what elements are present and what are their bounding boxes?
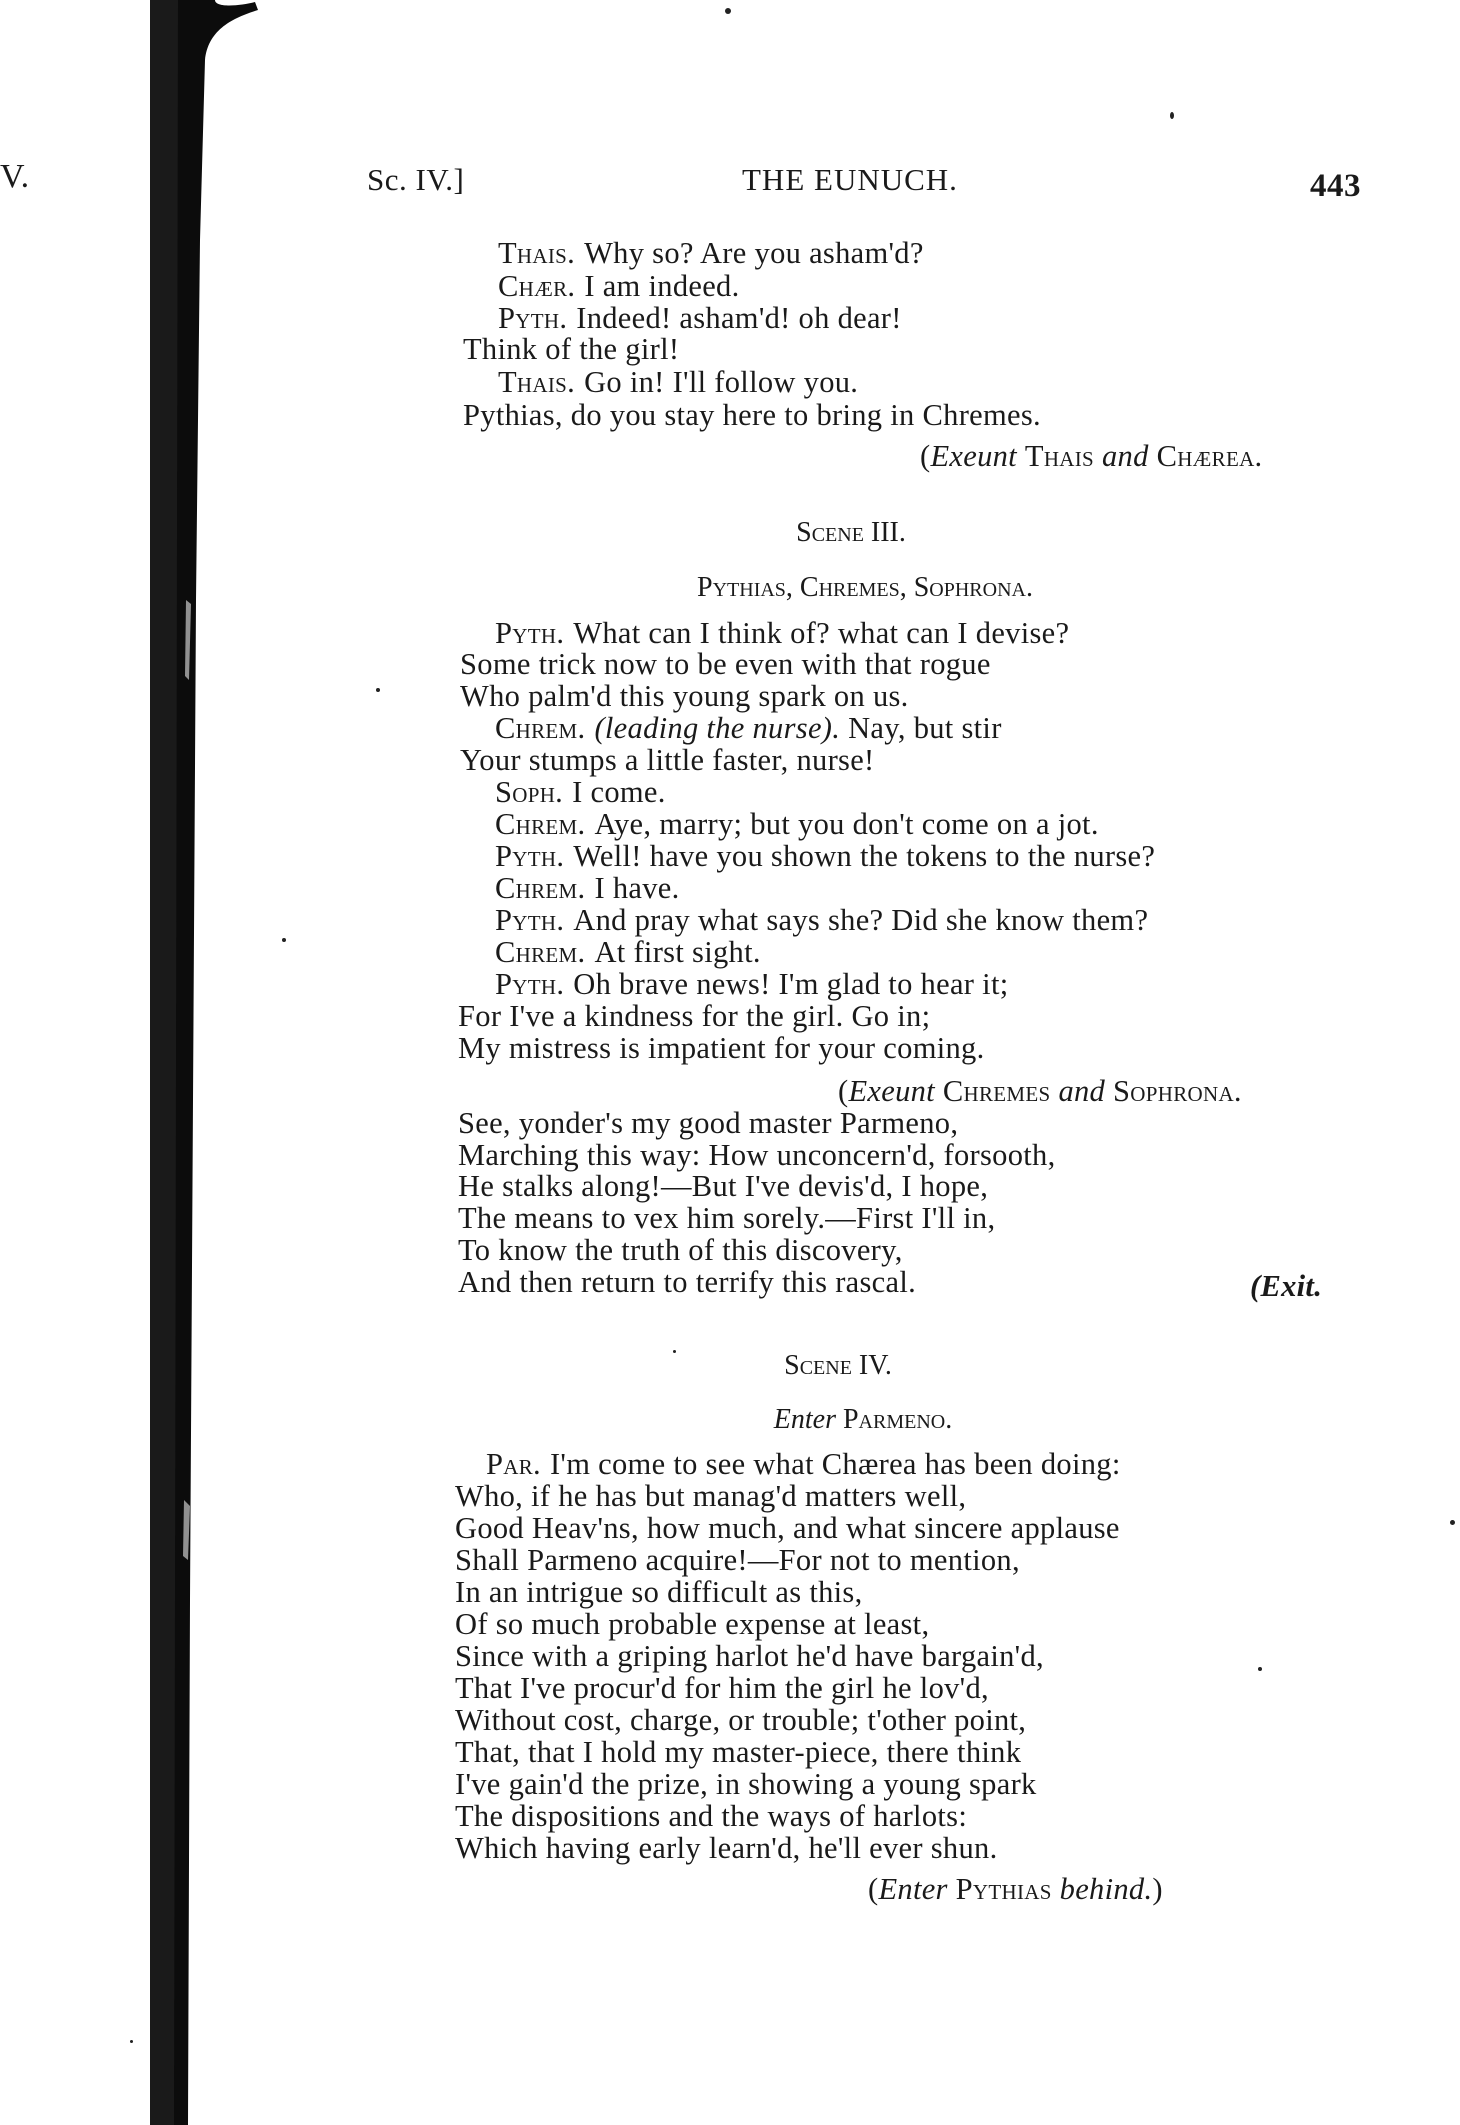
verse-line: The means to vex him sorely.—First I'll in, [458,1201,996,1235]
verse-line: Pyth. Well! have you shown the tokens to the nurse? [495,839,1156,873]
verse-line: Pyth. Oh brave news! I'm glad to hear it; [495,967,1009,1001]
verse-line: Pyth. What can I think of? what can I devise? [495,616,1070,650]
scene-heading: Scene III. [796,517,906,548]
running-header-title: THE EUNUCH. [742,162,958,197]
stage-direction: (Exeunt Thais and Chærea. [920,439,1263,473]
verse-line: Good Heav'ns, how much, and what sincere applause [455,1511,1120,1545]
verse-line: Chrem. Aye, marry; but you don't come on a jot. [495,807,1099,841]
stage-direction: (Enter Pythias behind.) [868,1872,1163,1906]
verse-line: Chær. I am indeed. [498,269,740,303]
scene-heading: Scene IV. [784,1350,892,1381]
verse-line: In an intrigue so difficult as this, [455,1575,863,1609]
verse-line: For I've a kindness for the girl. Go in; [458,999,931,1033]
scene-characters: Pythias, Chremes, Sophrona. [697,572,1033,603]
stage-direction: (Exeunt Chremes and Sophrona. [838,1074,1242,1108]
scan-speck [376,688,380,692]
stage-direction-exit: (Exit. [1250,1269,1323,1303]
margin-fragment: V. [0,158,30,195]
verse-line: The dispositions and the ways of harlots: [455,1799,968,1833]
book-binding-shadow [0,0,300,2125]
verse-line: Thais. Go in! I'll follow you. [498,365,859,399]
verse-line: That I've procur'd for him the girl he lov'd, [455,1671,989,1705]
verse-line: To know the truth of this discovery, [458,1233,903,1267]
verse-line: Who palm'd this young spark on us. [460,679,909,713]
scan-speck [1450,1520,1455,1525]
verse-line: Think of the girl! [463,332,680,366]
verse-line: Which having early learn'd, he'll ever shun. [455,1831,998,1865]
verse-line: Shall Parmeno acquire!—For not to mention, [455,1543,1020,1577]
verse-line: That, that I hold my master-piece, there think [455,1735,1022,1769]
verse-line: Par. I'm come to see what Chærea has been doing: [486,1447,1121,1481]
verse-line: Chrem. At first sight. [495,935,761,969]
scan-speck [725,8,731,14]
verse-line: Your stumps a little faster, nurse! [460,743,875,777]
verse-line: Soph. I come. [495,775,666,809]
verse-line: Without cost, charge, or trouble; t'other point, [455,1703,1027,1737]
verse-line: Chrem. (leading the nurse). Nay, but stir [495,711,1002,745]
verse-line: Pyth. Indeed! asham'd! oh dear! [498,301,902,335]
verse-line: Some trick now to be even with that rogue [460,647,991,681]
running-header-scene: Sc. IV.] [367,162,465,197]
verse-line: Chrem. I have. [495,871,680,905]
verse-line: Who, if he has but manag'd matters well, [455,1479,967,1513]
verse-line: Thais. Why so? Are you asham'd? [498,236,924,270]
scan-speck [1170,112,1174,119]
verse-line: See, yonder's my good master Parmeno, [458,1106,959,1140]
verse-line: Pythias, do you stay here to bring in Chremes. [463,398,1041,432]
scan-speck [282,938,286,942]
verse-line: I've gain'd the prize, in showing a young spark [455,1767,1037,1801]
scan-speck [673,1350,676,1353]
verse-line: Pyth. And pray what says she? Did she know them? [495,903,1149,937]
page-number: 443 [1310,168,1361,204]
verse-line: Since with a griping harlot he'd have bargain'd, [455,1639,1044,1673]
scan-speck [1258,1667,1262,1671]
verse-line: Marching this way: How unconcern'd, forsooth, [458,1138,1056,1172]
verse-line: Of so much probable expense at least, [455,1607,930,1641]
verse-line: My mistress is impatient for your coming. [458,1031,985,1065]
verse-line: And then return to terrify this rascal. [458,1265,917,1299]
scan-speck [130,2040,133,2043]
scene-entrance: Enter Parmeno. [773,1404,953,1435]
verse-line: He stalks along!—But I've devis'd, I hope, [458,1169,989,1203]
